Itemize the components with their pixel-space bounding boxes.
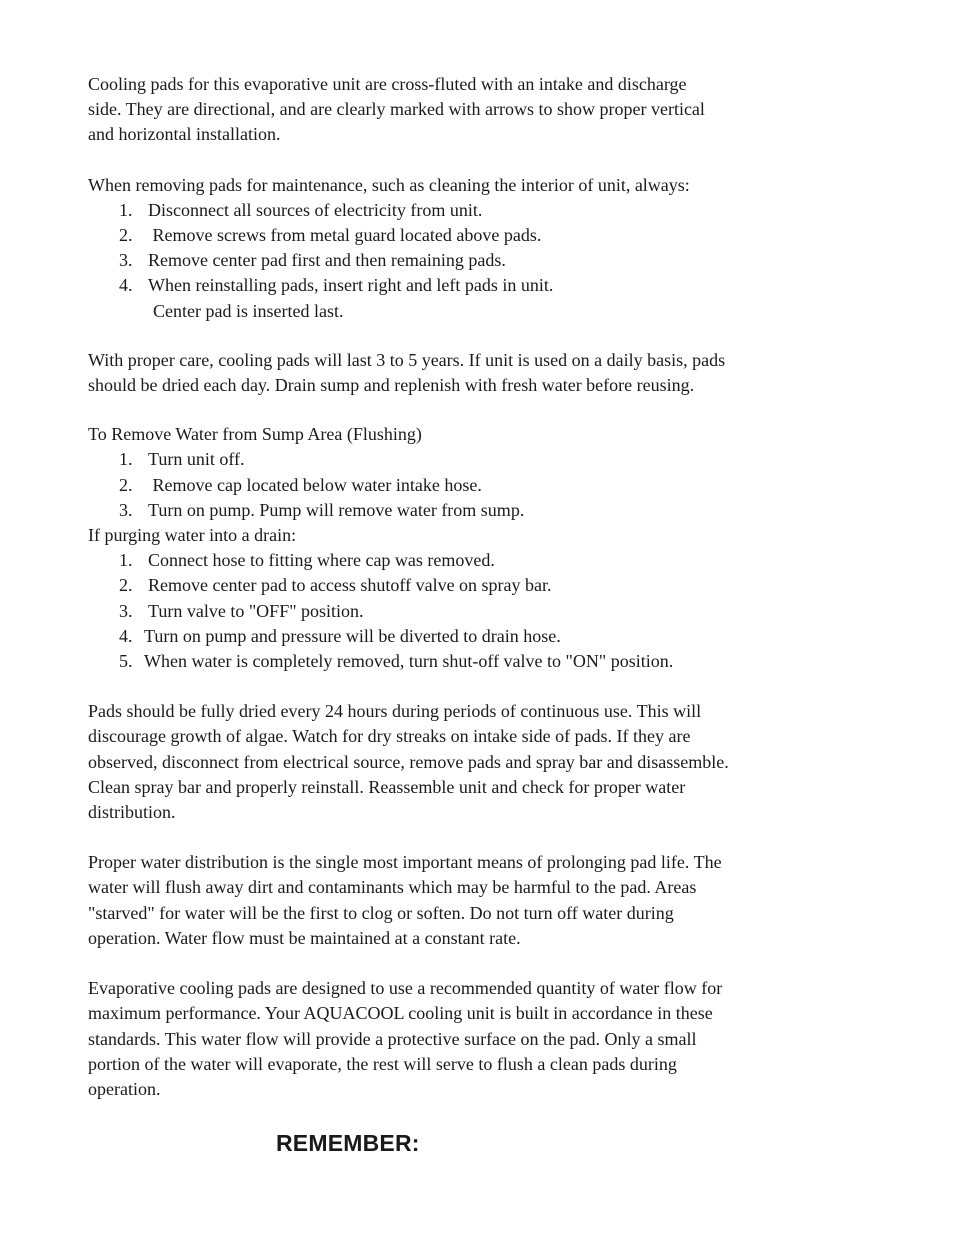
distribution-paragraph (88, 850, 828, 951)
text-line: Proper water distribution is the single most important means of prolonging pad life. The (88, 852, 722, 873)
text-line: water will flush away dirt and contaminants which may be harmful to the pad. Areas (88, 877, 697, 898)
list-number: 5. (119, 651, 133, 672)
text-line: operation. Water flow must be maintained at a constant rate. (88, 927, 521, 948)
text-line: operation. (88, 1078, 161, 1099)
list-text-continuation: Center pad is inserted last. (153, 300, 344, 321)
list-item (88, 223, 828, 248)
list-number: 4. (119, 275, 133, 296)
list-number: 2. (119, 225, 133, 246)
text-line: standards. This water flow will provide a protective surface on the pad. Only a small (88, 1028, 697, 1049)
section-lead: When removing pads for maintenance, such as cleaning the interior of unit, always: (88, 174, 690, 195)
section-lead: If purging water into a drain: (88, 525, 297, 546)
list-item (88, 573, 828, 598)
list-item (88, 599, 828, 624)
list-number: 2. (119, 575, 133, 596)
list-item (88, 473, 828, 498)
section-heading: To Remove Water from Sump Area (Flushing) (88, 424, 422, 445)
list-item (88, 624, 828, 649)
text-line: "starved" for water will be the first to clog or soften. Do not turn off water during (88, 902, 674, 923)
text-line: should be dried each day. Drain sump and replenish with fresh water before reusing. (88, 375, 695, 396)
text-line: Pads should be fully dried every 24 hours during periods of continuous use. This will (88, 701, 702, 722)
text-line: maximum performance. Your AQUACOOL cooling unit is built in accordance in these (88, 1003, 713, 1024)
list-item (88, 198, 828, 223)
text-line: Clean spray bar and properly reinstall. Reassemble unit and check for proper water (88, 776, 686, 797)
list-text: Turn on pump and pressure will be diverted to drain hose. (144, 625, 561, 646)
list-number: 2. (119, 474, 133, 495)
list-number: 1. (119, 449, 133, 470)
list-number: 1. (119, 550, 133, 571)
text-line: With proper care, cooling pads will last 3 to 5 years. If unit is used on a daily basis, pads (88, 349, 726, 370)
text-line: observed, disconnect from electrical source, remove pads and spray bar and disassemble. (88, 751, 729, 772)
list-text: When water is completely removed, turn shut-off valve to "ON" position. (144, 651, 674, 672)
removing-pads-section (88, 173, 828, 324)
text-line: Evaporative cooling pads are designed to use a recommended quantity of water flow for (88, 978, 723, 999)
list-number: 3. (119, 600, 133, 621)
list-text: Disconnect all sources of electricity from unit. (148, 199, 483, 220)
text-line: portion of the water will evaporate, the rest will serve to flush a clean pads during (88, 1053, 677, 1074)
design-paragraph (88, 976, 828, 1102)
list-number: 3. (119, 499, 133, 520)
list-text: Turn on pump. Pump will remove water from sump. (148, 499, 525, 520)
list-item (88, 248, 828, 273)
list-number: 3. (119, 250, 133, 271)
list-text: Remove cap located below water intake hose. (148, 474, 482, 495)
text-line: Cooling pads for this evaporative unit are cross-fluted with an intake and discharge (88, 74, 687, 94)
list-text: Remove screws from metal guard located above pads. (148, 225, 542, 246)
list-text: Remove center pad to access shutoff valve on spray bar. (148, 575, 552, 596)
list-text: When reinstalling pads, insert right and left pads in unit. (148, 275, 554, 296)
care-paragraph (88, 348, 828, 398)
list-number: 1. (119, 199, 133, 220)
document-body (88, 72, 828, 1102)
text-line: discourage growth of algae. Watch for dry streaks on intake side of pads. If they are (88, 726, 691, 747)
list-item (88, 447, 828, 472)
list-item (88, 548, 828, 573)
list-text: Remove center pad first and then remaining pads. (148, 250, 506, 271)
list-text: Connect hose to fitting where cap was removed. (148, 550, 495, 571)
list-item (88, 498, 828, 523)
list-number: 4. (119, 625, 133, 646)
list-text: Turn valve to "OFF" position. (148, 600, 364, 621)
list-item (88, 273, 828, 323)
text-line: distribution. (88, 802, 176, 823)
intro-paragraph (88, 72, 828, 148)
flushing-section (88, 422, 828, 674)
list-text: Turn unit off. (148, 449, 245, 470)
drying-paragraph (88, 699, 828, 825)
text-line: and horizontal installation. (88, 124, 281, 145)
text-line: side. They are directional, and are clearly marked with arrows to show proper vertical (88, 99, 705, 120)
remember-heading: REMEMBER: (276, 1130, 420, 1156)
list-item (88, 649, 828, 674)
